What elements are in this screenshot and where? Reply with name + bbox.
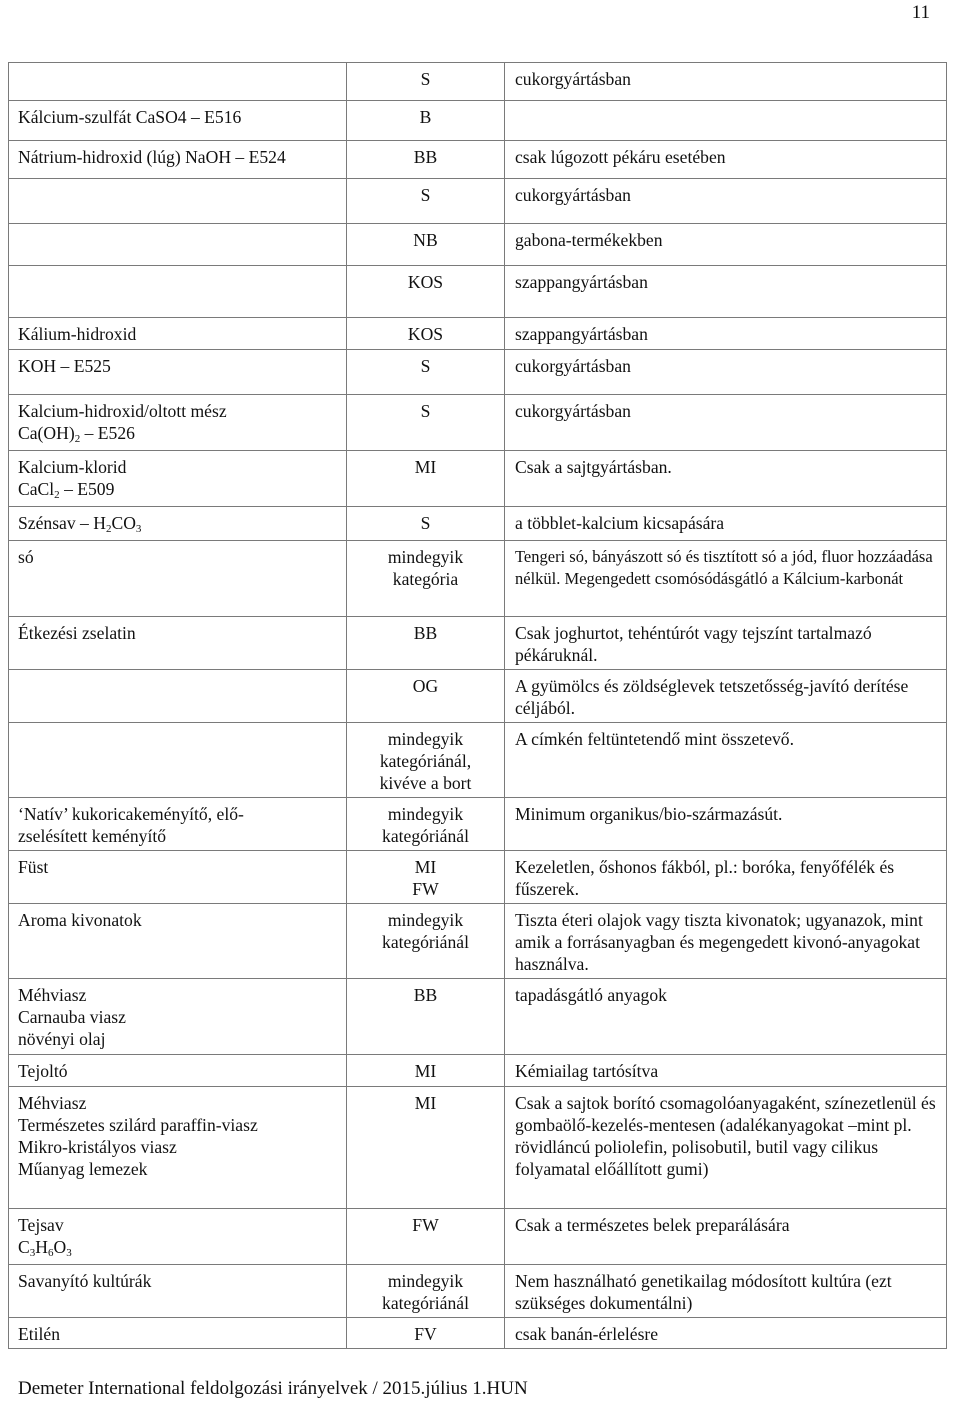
ingredient-name: Kalcium-hidroxid/oltott mész — [18, 401, 227, 421]
category-cell: MI — [347, 1087, 505, 1209]
table-row — [9, 904, 947, 979]
ingredient-formula: Ca(OH)2 – E526 — [18, 423, 135, 445]
category-cell: S — [347, 395, 505, 451]
ingredient-name: Etilén — [18, 1324, 61, 1344]
category-cell: BB — [347, 617, 505, 670]
category-cell: mindegyik kategóriánál — [347, 798, 505, 851]
usage-cell: cukorgyártásban — [505, 350, 947, 395]
table-row — [9, 451, 947, 507]
category-cell: BB — [347, 979, 505, 1055]
usage-cell: Csak joghurtot, tehéntúrót vagy tejszínt tartalmazó pékáruknál. — [505, 617, 947, 670]
ingredient-cell — [9, 1209, 347, 1265]
ingredient-name: Kálcium-szulfát CaSO4 – E516 — [18, 107, 242, 127]
ingredient-formula: C3H6O3 — [18, 1237, 72, 1259]
ingredient-name: só — [18, 547, 34, 567]
table-row — [9, 798, 947, 851]
table-row — [9, 670, 947, 723]
ingredient-cell — [9, 266, 347, 318]
category-cell: S — [347, 350, 505, 395]
ingredient-cell — [9, 507, 347, 541]
ingredient-cell — [9, 63, 347, 101]
table-row — [9, 141, 947, 179]
ingredient-cell — [9, 904, 347, 979]
table-row — [9, 224, 947, 266]
usage-cell: Csak a természetes belek preparálására — [505, 1209, 947, 1265]
additives-table — [8, 62, 947, 1349]
usage-cell: cukorgyártásban — [505, 63, 947, 101]
usage-cell: Minimum organikus/bio-származásút. — [505, 798, 947, 851]
category-cell: FV — [347, 1318, 505, 1349]
usage-cell: tapadásgátló anyagok — [505, 979, 947, 1055]
category-cell: MI — [347, 1055, 505, 1087]
category-cell: FW — [347, 1209, 505, 1265]
usage-cell: csak lúgozott pékáru esetében — [505, 141, 947, 179]
table-row — [9, 979, 947, 1055]
category-cell: S — [347, 179, 505, 224]
usage-cell: Kezeletlen, őshonos fákból, pl.: boróka, fenyőfélék és fűszerek. — [505, 851, 947, 904]
category-cell: B — [347, 101, 505, 141]
table-row — [9, 266, 947, 318]
ingredient-name: Méhviasz Carnauba viasz növényi olaj — [18, 985, 126, 1049]
category-cell: BB — [347, 141, 505, 179]
usage-cell: Csak a sajtgyártásban. — [505, 451, 947, 507]
table-row — [9, 1265, 947, 1318]
table-row — [9, 851, 947, 904]
table-row — [9, 350, 947, 395]
ingredient-cell — [9, 851, 347, 904]
ingredient-cell — [9, 350, 347, 395]
table-row — [9, 101, 947, 141]
category-cell: mindegyik kategóriánál — [347, 904, 505, 979]
ingredient-name: Nátrium-hidroxid (lúg) NaOH – E524 — [18, 147, 286, 167]
category-cell: S — [347, 63, 505, 101]
category-cell: mindegyik kategória — [347, 541, 505, 617]
table-row — [9, 1087, 947, 1209]
usage-cell: Nem használható genetikailag módosított kultúra (ezt szükséges dokumentálni) — [505, 1265, 947, 1318]
ingredient-cell — [9, 1055, 347, 1087]
footer-text: Demeter International feldolgozási irányelvek / 2015.július 1.HUN — [18, 1378, 528, 1399]
ingredient-cell — [9, 1087, 347, 1209]
usage-cell: Tengeri só, bányászott só és tisztított só a jód, fluor hozzáadása nélkül. Megengedett csomósódásgátló a Kálcium-karbonát — [505, 541, 947, 617]
table-row — [9, 179, 947, 224]
usage-cell: cukorgyártásban — [505, 179, 947, 224]
ingredient-cell — [9, 141, 347, 179]
ingredient-cell — [9, 1265, 347, 1318]
ingredient-name: KOH – E525 — [18, 356, 111, 376]
usage-cell — [505, 101, 947, 141]
table-row — [9, 507, 947, 541]
ingredient-name: Aroma kivonatok — [18, 910, 142, 930]
category-cell: NB — [347, 224, 505, 266]
table-row — [9, 395, 947, 451]
table-row — [9, 1318, 947, 1349]
ingredient-cell — [9, 617, 347, 670]
table-row — [9, 63, 947, 101]
category-cell: MI FW — [347, 851, 505, 904]
category-cell: mindegyik kategóriánál, kivéve a bort — [347, 723, 505, 798]
ingredient-cell — [9, 798, 347, 851]
category-cell: KOS — [347, 318, 505, 350]
ingredient-cell — [9, 979, 347, 1055]
ingredient-formula: Szénsav – H2CO3 — [18, 513, 142, 535]
ingredient-cell — [9, 101, 347, 141]
usage-cell: Csak a sajtok borító csomagolóanyagaként, színezetlenül és gombaölő-kezelés-mentesen (adalékanyagokat –mint pl. rövidláncú poliolefin, polisobutil, butil vagy cilikus folyamatal előállított gumi) — [505, 1087, 947, 1209]
usage-cell: szappangyártásban — [505, 318, 947, 350]
category-cell: mindegyik kategóriánál — [347, 1265, 505, 1318]
table-row — [9, 318, 947, 350]
table-row — [9, 723, 947, 798]
ingredient-cell — [9, 670, 347, 723]
page-number: 11 — [911, 2, 930, 23]
usage-cell: a többlet-kalcium kicsapására — [505, 507, 947, 541]
category-cell: MI — [347, 451, 505, 507]
table-row — [9, 617, 947, 670]
ingredient-name: ‘Natív’ kukoricakeményítő, elő- zselésített keményítő — [18, 804, 244, 846]
ingredient-name: Kalcium-klorid — [18, 457, 127, 477]
usage-cell: cukorgyártásban — [505, 395, 947, 451]
ingredient-name: Füst — [18, 857, 49, 877]
ingredient-cell — [9, 318, 347, 350]
category-cell: KOS — [347, 266, 505, 318]
usage-cell: A címkén feltüntetendő mint összetevő. — [505, 723, 947, 798]
table-row — [9, 541, 947, 617]
ingredient-cell — [9, 451, 347, 507]
usage-cell: csak banán-érlelésre — [505, 1318, 947, 1349]
table-row — [9, 1209, 947, 1265]
ingredient-cell — [9, 723, 347, 798]
ingredient-cell — [9, 541, 347, 617]
ingredient-name: Savanyító kultúrák — [18, 1271, 152, 1291]
ingredient-formula: CaCl2 – E509 — [18, 479, 115, 501]
table-row — [9, 1055, 947, 1087]
usage-cell: Tiszta éteri olajok vagy tiszta kivonatok; ugyanazok, mint amik a forrásanyagban és megengedett kivonó-anyagokat használva. — [505, 904, 947, 979]
category-cell: S — [347, 507, 505, 541]
ingredient-name: Kálium-hidroxid — [18, 324, 137, 344]
ingredient-name: Méhviasz Természetes szilárd paraffin-viasz Mikro-kristályos viasz Műanyag lemezek — [18, 1093, 258, 1179]
ingredient-cell — [9, 1318, 347, 1349]
ingredient-name: Tejoltó — [18, 1061, 68, 1081]
usage-cell: szappangyártásban — [505, 266, 947, 318]
ingredient-name: Étkezési zselatin — [18, 623, 136, 643]
usage-cell: A gyümölcs és zöldséglevek tetszetősség-javító derítése céljából. — [505, 670, 947, 723]
category-cell: OG — [347, 670, 505, 723]
ingredient-name: Tejsav — [18, 1215, 64, 1235]
ingredient-cell — [9, 179, 347, 224]
ingredient-cell — [9, 224, 347, 266]
additives-table-body — [9, 63, 947, 1349]
ingredient-cell — [9, 395, 347, 451]
usage-cell: Kémiailag tartósítva — [505, 1055, 947, 1087]
usage-cell: gabona-termékekben — [505, 224, 947, 266]
